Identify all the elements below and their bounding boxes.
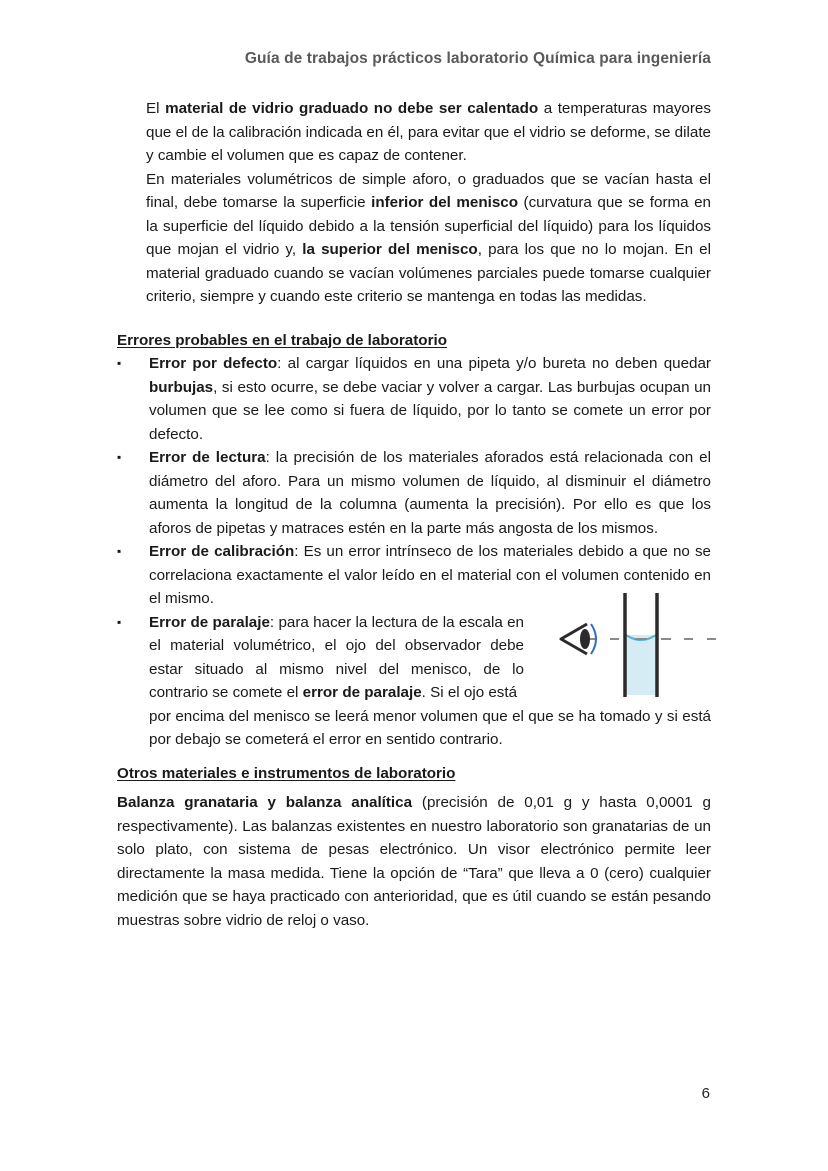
bold-text: burbujas	[149, 378, 214, 396]
bold-term: Error por defecto	[149, 355, 278, 372]
bullet-square-icon: ▪	[117, 450, 122, 464]
bold-term: Error de paralaje	[149, 613, 270, 631]
parallax-continuation: por encima del menisco se leerá menor volumen que el que se ha tomado y si está por debajo se cometerá el error en sentido contrario.	[149, 707, 711, 748]
meniscus-eye-diagram	[557, 591, 737, 706]
intro-paragraph-2	[146, 168, 711, 309]
list-item-error-lectura	[117, 446, 711, 540]
page-header: Guía de trabajos prácticos laboratorio Química para ingeniería	[244, 50, 711, 67]
errors-list	[117, 352, 711, 752]
bold-term: Error de lectura	[149, 449, 266, 466]
text-run: (precisión de 0,01 g y hasta 0,0001 g respectivamente). Las balanzas existentes en nuestro laboratorio son granatarias de un solo plato, con sistema de pesas electrónico. Un visor electrónico permite leer directamente la masa medida. Tiene la opción de “Tara” que lleva a 0 (cero) cualquier medición que se haya practicado con anterioridad, que es útil cuando se están pesando muestras sobre vidrio de reloj o vaso.	[117, 794, 712, 929]
text-run: , para los que no lo mojan. En el material graduado cuando se vacían volúmenes parciales puede tomarse cualquier criterio, siempre y cuando este criterio se mantenga en todas las medidas.	[146, 241, 711, 305]
text-run: . Si el ojo está	[421, 684, 518, 701]
text-run: (curvatura que se forma en la superficie del líquido debido a la tensión superficial del líquido) para los líquidos que mojan el vidrio y,	[146, 194, 711, 258]
text-run: : Es un error intrínseco de los materiales debido a que no se correlaciona exactamente el valor leído en el material con el volumen contenido en el mismo.	[149, 543, 711, 607]
spacer	[117, 309, 711, 329]
page-content	[117, 97, 711, 932]
text-run: El	[146, 100, 166, 117]
bullet-square-icon: ▪	[117, 614, 122, 629]
liquid-fill	[626, 635, 656, 695]
spacer	[117, 752, 711, 762]
bold-term: Error de calibración	[149, 543, 295, 560]
balanza-paragraph	[117, 791, 711, 932]
bullet-square-icon: ▪	[117, 544, 122, 558]
bold-text: inferior del menisco	[371, 194, 518, 211]
text-run: : al cargar líquidos en una pipeta y/o bureta no deben quedar	[277, 355, 711, 372]
intro-block	[117, 97, 711, 309]
page-number: 6	[701, 1085, 710, 1102]
bullet-square-icon: ▪	[117, 356, 122, 370]
list-item-error-paralaje	[117, 611, 711, 752]
section-title-errors: Errores probables en el trabajo de laboratorio	[117, 331, 447, 349]
text-run: : para hacer la lectura de la escala en el material volumétrico, el ojo del observador debe estar situado al mismo nivel del menisco, de lo contrario se comete el	[149, 613, 525, 701]
text-run: a temperaturas mayores que el de la calibración indicada en él, para evitar que el vidrio se deforme, se dilate y cambie el volumen que es capaz de contener.	[146, 100, 711, 164]
text-run: En materiales volumétricos de simple aforo, o graduados que se vacían hasta el final, debe tomarse la superficie	[146, 170, 711, 211]
section-title-other-materials: Otros materiales e instrumentos de laboratorio	[117, 764, 456, 782]
intro-paragraph-1	[146, 97, 711, 168]
text-run: : la precisión de los materiales aforados está relacionada con el diámetro del aforo. Para un mismo volumen de líquido, al disminuir el diámetro aumenta la longitud de la columna (aumenta la precisión). Por ello es que los aforos de pipetas y matraces estén en la parte más angosta de los mismos.	[149, 449, 712, 537]
bold-text: Balanza granataria y balanza analítica	[117, 794, 413, 811]
parallax-text	[149, 611, 524, 705]
parallax-block	[149, 611, 711, 705]
text-run: , si esto ocurre, se debe vaciar y volver a cargar. Las burbujas ocupan un volumen que se lee como si fuera de líquido, por lo tanto se comete un error por defecto.	[149, 378, 711, 443]
bold-text: error de paralaje	[302, 684, 422, 701]
bold-text: la superior del menisco	[302, 241, 478, 258]
bold-text: material de vidrio graduado no debe ser calentado	[165, 100, 539, 117]
list-item-error-defecto	[117, 352, 711, 446]
